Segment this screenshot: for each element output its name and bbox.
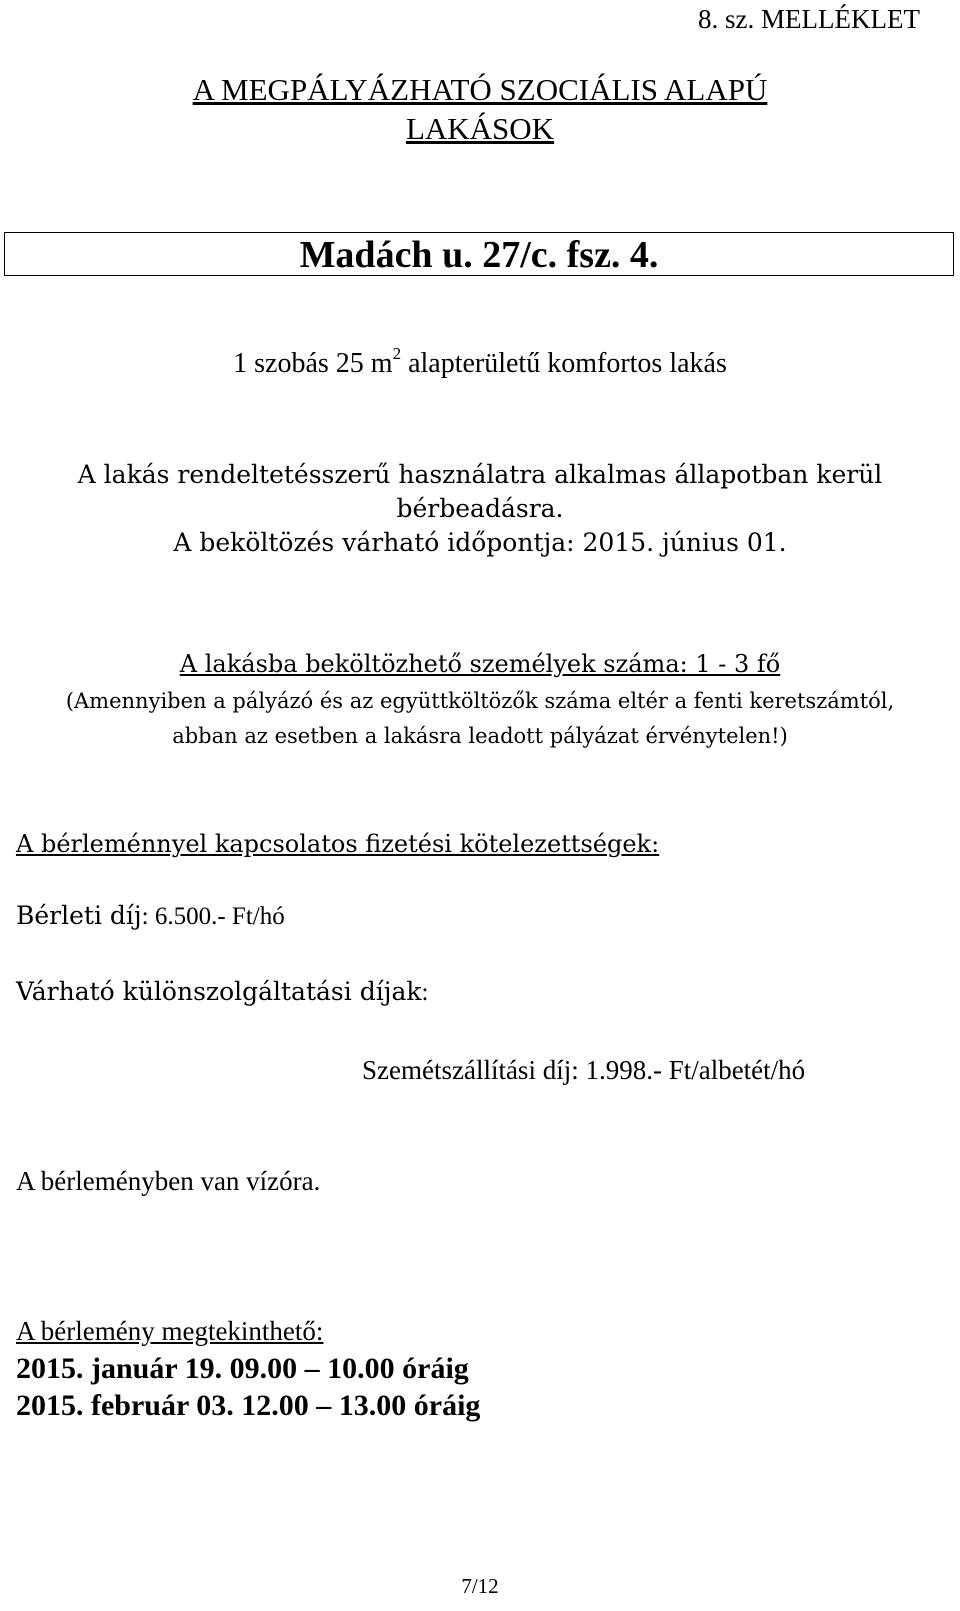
water-meter-note: A bérleményben van vízóra. [16, 1166, 321, 1196]
area-superscript: 2 [392, 344, 402, 363]
occupancy-note-line-2: abban az esetben a lakásra leadott pályázat érvénytelen!) [172, 724, 788, 748]
occupancy-note [0, 684, 960, 754]
viewing-slot-2: 2015. február 03. 12.00 – 13.00 óráig [16, 1389, 481, 1422]
viewing-slot-1: 2015. január 19. 09.00 – 10.00 óráig [16, 1352, 469, 1385]
rent-value: 6.500.- Ft/hó [154, 903, 285, 930]
rent-label: Bérleti díj [16, 901, 142, 930]
condition-line-2: bérbeadásra. [396, 494, 564, 523]
page-title-line-1: A MEGPÁLYÁZHATÓ SZOCIÁLIS ALAPÚ [192, 72, 768, 107]
occupancy-note-line-1: (Amennyiben a pályázó és az együttköltözők száma eltér a fenti keretszámtól, [65, 689, 895, 713]
address-box: Madách u. 27/c. fsz. 4. [4, 232, 954, 276]
rooms-text: 1 szobás 25 m [233, 348, 393, 379]
fees-separator: : [421, 979, 429, 1006]
fees-row [16, 974, 428, 1011]
fees-label: Várható különszolgáltatási díjak [16, 977, 422, 1006]
page-title-line-2: LAKÁSOK [405, 111, 555, 146]
payments-heading: A bérleménnyel kapcsolatos fizetési kötelezettségek: [16, 830, 660, 858]
occupancy-limit: A lakásba beköltözhető személyek száma: 1 - 3 fő [179, 650, 781, 678]
condition-line-1: A lakás rendeltetésszerű használatra alkalmas állapotban kerül [77, 460, 883, 489]
condition-block [0, 458, 960, 560]
waste-fee: Szemétszállítási díj: 1.998.- Ft/albetét/hó [362, 1055, 806, 1085]
page-title [0, 70, 960, 148]
viewing-heading: A bérlemény megtekinthető: [16, 1316, 324, 1346]
rent-row [16, 898, 285, 935]
rent-separator: : [141, 903, 155, 930]
annex-label: 8. sz. MELLÉKLET [698, 4, 920, 34]
move-in-date: A beköltözés várható időpontja: 2015. június 01. [173, 528, 787, 557]
rooms-text-rest: alapterületű komfortos lakás [401, 348, 727, 379]
page-number: 7/12 [461, 1574, 499, 1598]
apartment-description [0, 344, 960, 381]
